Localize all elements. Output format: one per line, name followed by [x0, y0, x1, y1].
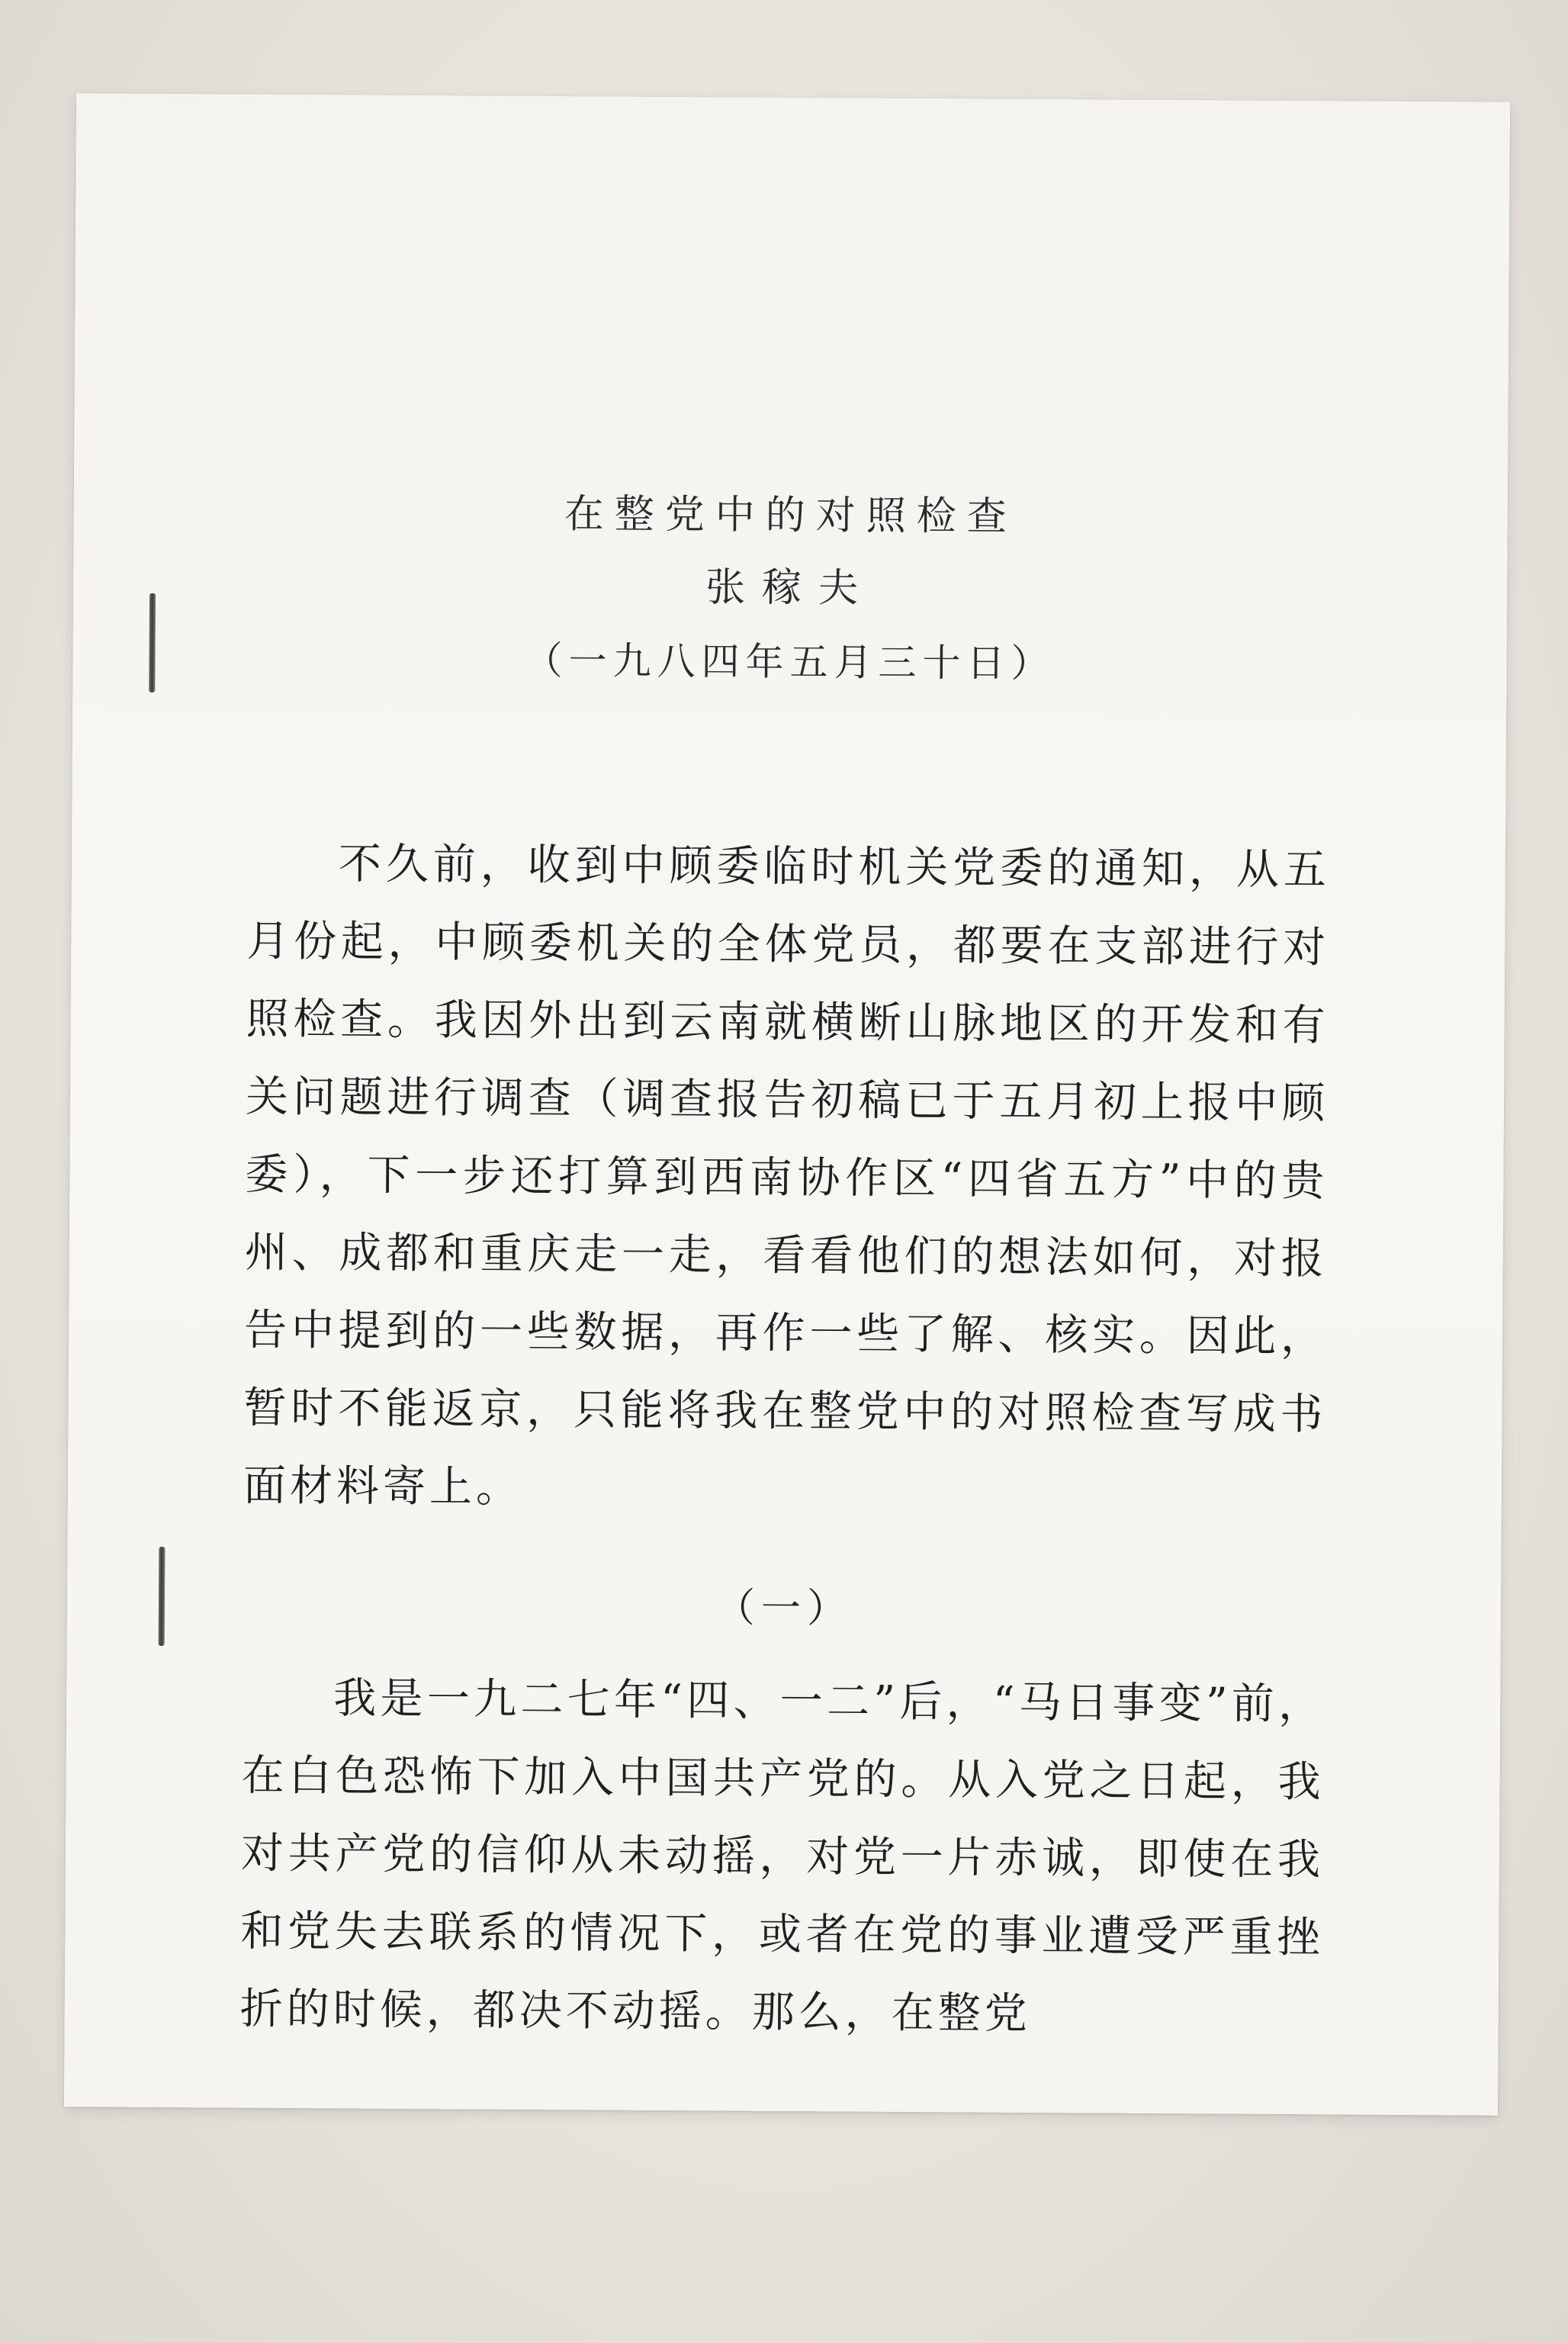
section-heading: （一）: [715, 1585, 853, 1632]
document-title: 在整党中的对照检查: [564, 491, 1017, 540]
document-page: [64, 93, 1510, 2115]
document-date: （一九八四年五月三十日）: [524, 638, 1056, 686]
paragraph-2: 我是一九二七年“四、一二”后，“马日事变”前，在白色恐怖下加入中国共产党的。从入党之日起，我对共产党的信仰从未动摇，对党一片赤诚，即使在我和党失去联系的情况下，或者在党的事业遭受严重挫折的时候，都决不动摇。那么，在整党: [239, 1673, 1325, 2039]
paragraph-1: 不久前，收到中顾委临时机关党委的通知，从五月份起，中顾委机关的全体党员，都要在支部进行对照检查。我因外出到云南就横断山脉地区的开发和有关问题进行调查（调查报告初稿已于五月初上报中顾委），下一步还打算到西南协作区“四省五方”中的贵州、成都和重庆走一走，看看他们的想法如何，对报告中提到的一些数据，再作一些了解、核实。因此，暂时不能返京，只能将我在整党中的对照检查写成书面材料寄上。: [243, 839, 1331, 1512]
document-author: 张稼夫: [705, 564, 876, 612]
